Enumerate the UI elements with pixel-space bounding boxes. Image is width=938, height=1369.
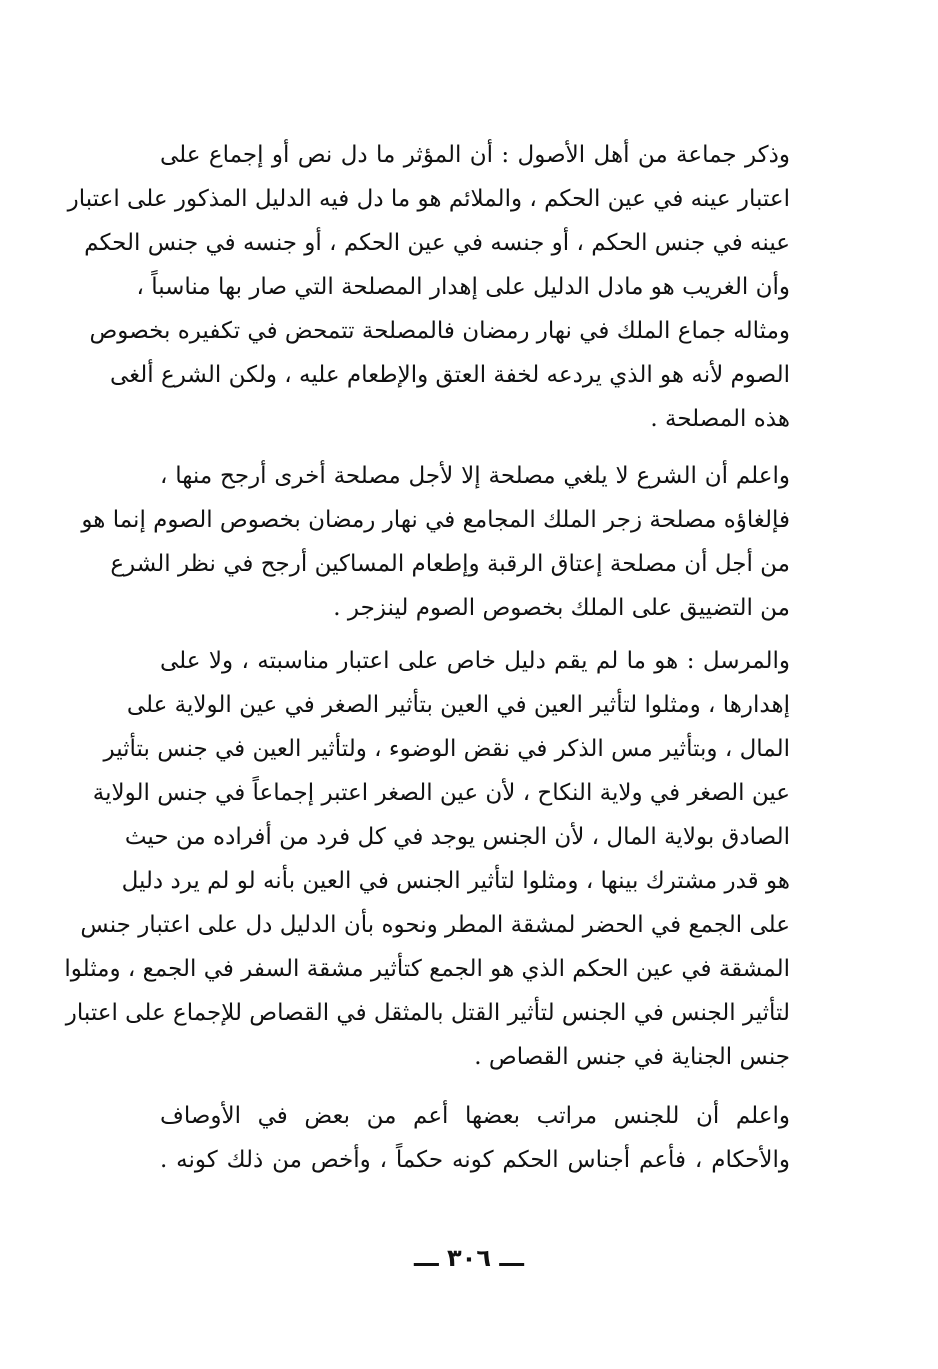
paragraph-4 [160, 1094, 790, 1182]
text-line: لتأثير الجنس في الجنس لتأثير القتل بالمثقل في القصاص للإجماع على اعتبار [65, 1000, 790, 1026]
text-line: ومثاله جماع الملك في نهار رمضان فالمصلحة تتمحض في تكفيره بخصوص [89, 318, 790, 344]
text-line: جنس الجناية في جنس القصاص . [474, 1044, 790, 1070]
text-line: الصادق بولاية المال ، لأن الجنس يوجد في كل فرد من أفراده من حيث [124, 824, 790, 850]
text-line: واعلم أن للجنس مراتب بعضها أعم من بعض في الأوصاف [160, 1103, 790, 1129]
text-line: المشقة في عين الحكم الذي هو الجمع كتأثير مشقة السفر في الجمع ، ومثلوا [64, 956, 790, 982]
text-line: هو قدر مشترك بينها ، ومثلوا لتأثير الجنس في العين بأنه لو لم يرد دليل [121, 868, 790, 894]
text-line: إهدارها ، ومثلوا لتأثير العين في العين بتأثير الصغر في عين الولاية على [126, 692, 790, 718]
text-line: عين الصغر في ولاية النكاح ، لأن عين الصغر اعتبر إجماعاً في جنس الولاية [92, 780, 790, 806]
paragraph-2 [81, 454, 790, 630]
paragraph-3 [64, 639, 790, 1079]
text-line: من التضييق على الملك بخصوص الصوم لينزجر . [333, 595, 790, 621]
page-number: ـــ ٣٠٦ ـــ [414, 1244, 524, 1272]
text-line: عينه في جنس الحكم ، أو جنسه في عين الحكم ، أو جنسه في جنس الحكم [84, 230, 790, 256]
text-line: على الجمع في الحضر لمشقة المطر ونحوه بأن الدليل دل على اعتبار جنس [80, 912, 790, 938]
text-line: وذكر جماعة من أهل الأصول : أن المؤثر ما دل نص أو إجماع على [160, 142, 790, 168]
text-line: والأحكام ، فأعم أجناس الحكم كونه حكماً ، وأخص من ذلك كونه . [160, 1147, 790, 1173]
text-line: هذه المصلحة . [650, 406, 790, 432]
text-line: والمرسل : هو ما لم يقم دليل خاص على اعتبار مناسبته ، ولا على [160, 648, 790, 674]
text-line: فإلغاؤه مصلحة زجر الملك المجامع في نهار رمضان بخصوص الصوم إنما هو [81, 507, 790, 533]
page-body-text [64, 133, 790, 1182]
text-line: الصوم لأنه هو الذي يردعه لخفة العتق والإطعام عليه ، ولكن الشرع ألغى [110, 362, 790, 388]
text-line: اعتبار عينه في عين الحكم ، والملائم هو ما دل فيه الدليل المذكور على اعتبار [67, 186, 790, 212]
paragraph-1 [67, 133, 790, 441]
text-line: من أجل أن مصلحة إعتاق الرقبة وإطعام المساكين أرجح في نظر الشرع [110, 551, 790, 577]
text-line: واعلم أن الشرع لا يلغي مصلحة إلا لأجل مصلحة أخرى أرجح منها ، [160, 463, 790, 489]
text-line: وأن الغريب هو مادل الدليل على إهدار المصلحة التي صار بها مناسباً ، [136, 274, 790, 300]
text-line: المال ، وبتأثير مس الذكر في نقض الوضوء ، ولتأثير العين في جنس بتأثير [103, 736, 790, 762]
